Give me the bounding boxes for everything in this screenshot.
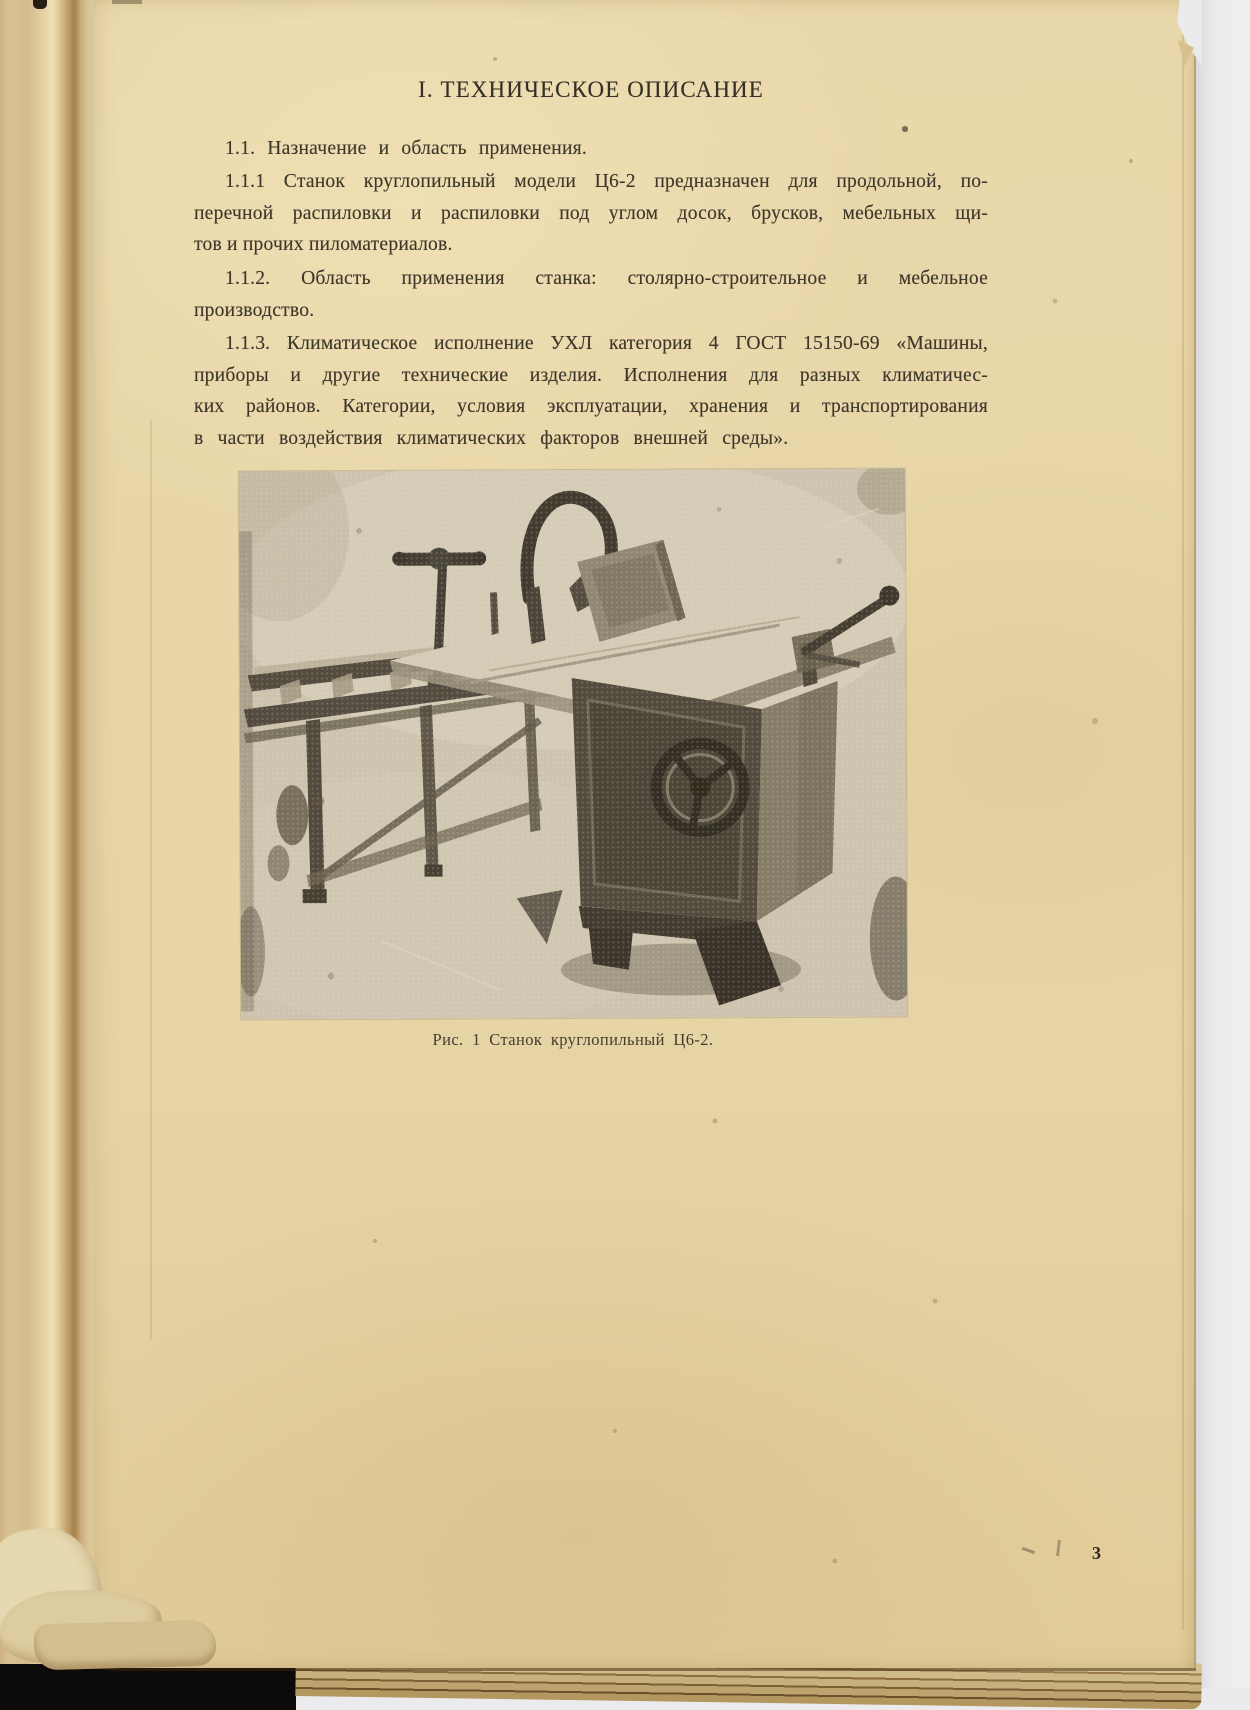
paragraph-line: перечной распиловки и распиловки под углом досок, брусков, мебельных щи- — [194, 202, 988, 224]
section-1-1-2 — [194, 263, 988, 326]
paragraph-line: приборы и другие технические изделия. Исполнения для разных климатичес- — [194, 364, 988, 386]
paper-crease — [1182, 30, 1184, 1630]
paragraph-line: 1.1.2. Область применения станка: столярно-строительное и мебельное — [225, 267, 988, 289]
machine-photo — [239, 469, 907, 1020]
paragraph-line: производство. — [194, 299, 315, 321]
page-paper — [74, 0, 1196, 1668]
paragraph-line: тов и прочих пиломатериалов. — [194, 234, 453, 256]
book-spine — [0, 0, 94, 1664]
edge-mark — [112, 0, 142, 4]
page-title: I. ТЕХНИЧЕСКОЕ ОПИСАНИЕ — [418, 77, 764, 102]
page-number: 3 — [1092, 1543, 1101, 1563]
paragraph-line: в части воздействия климатических факторов внешней среды». — [194, 427, 789, 449]
figure-caption: Рис. 1 Станок круглопильный Ц6-2. — [432, 1030, 714, 1049]
scanner-background-right — [1194, 0, 1250, 1710]
paper-crease — [150, 420, 152, 1340]
torn-paper — [33, 1620, 216, 1671]
paragraph-line: ких районов. Категории, условия эксплуатации, хранения и транспортирования — [194, 396, 988, 418]
paragraph-line: 1.1.3. Климатическое исполнение УХЛ категория 4 ГОСТ 15150-69 «Машины, — [225, 333, 988, 355]
text-column — [194, 74, 988, 455]
section-1-1-3 — [194, 328, 988, 454]
edge-mark — [33, 0, 47, 9]
paragraph-line: 1.1.1 Станок круглопильный модели Ц6-2 предназначен для продольной, по- — [225, 171, 988, 193]
paragraph-line: 1.1. Назначение и область применения. — [225, 137, 587, 159]
smudge-mark — [1056, 1540, 1060, 1556]
smudge-mark — [1022, 1547, 1035, 1554]
section-1-1 — [194, 133, 988, 165]
section-1-1-1 — [194, 166, 988, 261]
